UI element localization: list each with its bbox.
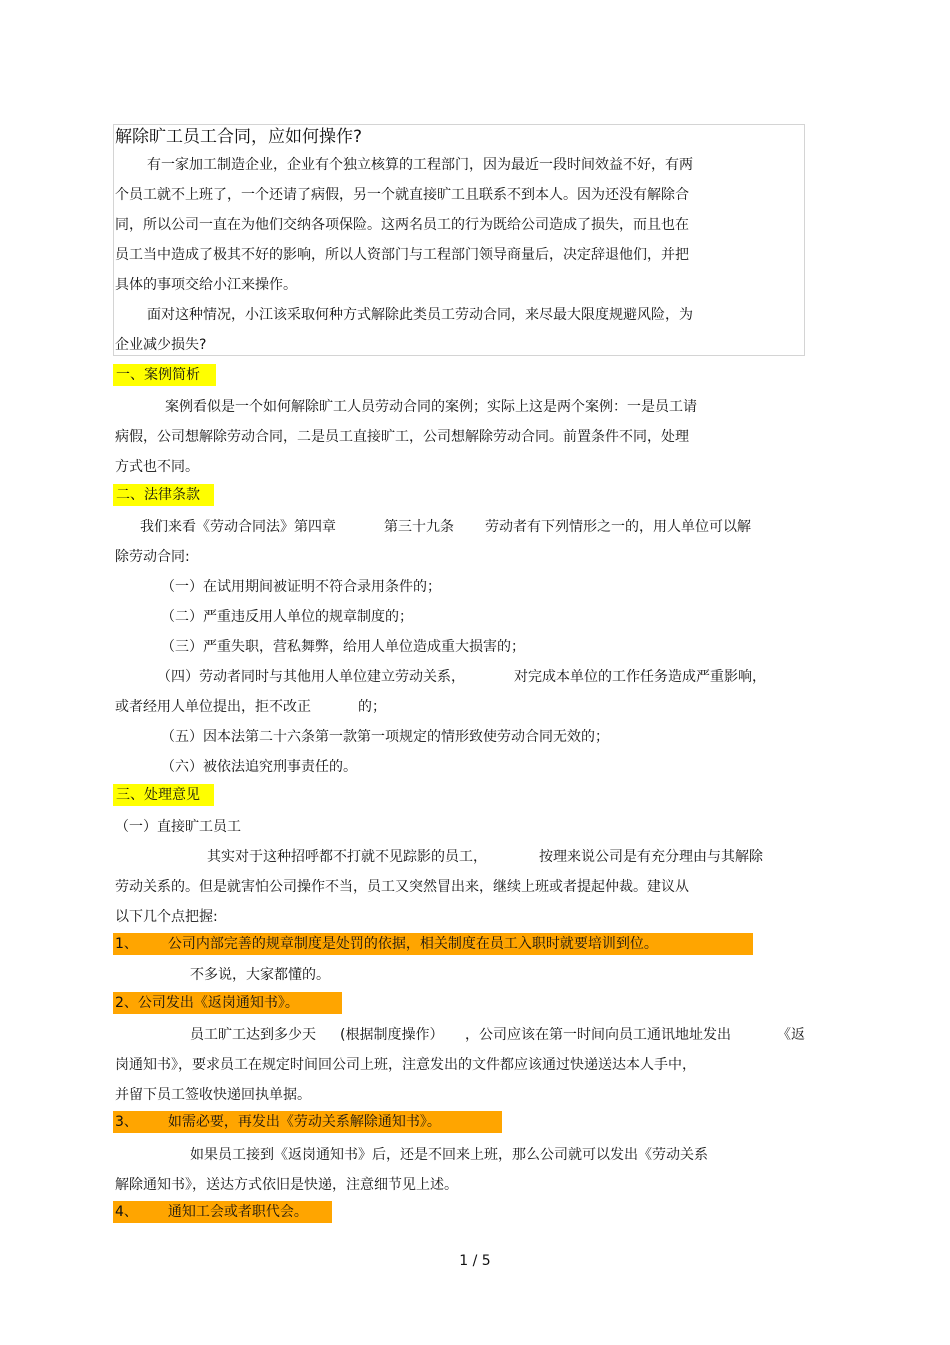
list-item: （三）严重失职，营私舞弊，给用人单位造成重大损害的； — [161, 639, 525, 655]
paragraph-line: 员工旷工达到多少天 — [190, 1027, 316, 1043]
highlight-point-2: 2、公司发出《返岗通知书》。 — [113, 992, 342, 1014]
paragraph-line: 案例看似是一个如何解除旷工人员劳动合同的案例；实际上这是两个案例：一是员工请 — [165, 399, 697, 415]
paragraph-line: ，公司应该在第一时间向员工通讯地址发出 — [465, 1027, 731, 1043]
paragraph-line: 如果员工接到《返岗通知书》后，还是不回来上班，那么公司就可以发出《劳动关系 — [190, 1147, 708, 1163]
highlight-point-3 — [113, 1111, 502, 1133]
list-item: （四）劳动者同时与其他用人单位建立劳动关系， — [157, 669, 465, 685]
section-heading: 二、法律条款 — [113, 484, 214, 506]
intro-line: 面对这种情况，小江该采取何种方式解除此类员工劳动合同，来尽最大限度规避风险，为 — [147, 307, 693, 323]
page-title: 解除旷工员工合同，应如何操作? — [115, 127, 363, 147]
point-text: 如需必要，再发出《劳动关系解除通知书》。 — [167, 1114, 441, 1130]
list-item: （六）被依法追究刑事责任的。 — [161, 759, 357, 775]
paragraph-line: 岗通知书》，要求员工在规定时间回公司上班，注意发出的文件都应该通过快递送达本人手中， — [115, 1057, 696, 1073]
section-heading: 三、处理意见 — [113, 784, 214, 806]
paragraph-line: 其实对于这种招呼都不打就不见踪影的员工， — [207, 849, 487, 865]
intro-line: 个员工就不上班了，一个还请了病假，另一个就直接旷工且联系不到本人。因为还没有解除合 — [115, 187, 689, 203]
point-text: 通知工会或者职代会。 — [167, 1204, 308, 1220]
paragraph-line: 并留下员工签收快递回执单据。 — [115, 1087, 311, 1103]
paragraph-line: 以下几个点把握: — [115, 909, 218, 925]
paragraph-line: 病假，公司想解除劳动合同，二是员工直接旷工，公司想解除劳动合同。前置条件不同，处理 — [115, 429, 689, 445]
list-item: 或者经用人单位提出，拒不改正 — [115, 699, 311, 715]
paragraph-line: 解除通知书》，送达方式依旧是快递，注意细节见上述。 — [115, 1177, 458, 1193]
list-item: （一）在试用期间被证明不符合录用条件的； — [161, 579, 441, 595]
paragraph-line: 按理来说公司是有充分理由与其解除 — [539, 849, 763, 865]
paragraph-line: 劳动关系的。但是就害怕公司操作不当，员工又突然冒出来，继续上班或者提起仲裁。建议从 — [115, 879, 689, 895]
paragraph-line: 方式也不同。 — [115, 459, 199, 475]
paragraph-line: 不多说，大家都懂的。 — [190, 967, 330, 983]
intro-line: 有一家加工制造企业，企业有个独立核算的工程部门，因为最近一段时间效益不好，有两 — [147, 157, 693, 173]
intro-line: 同，所以公司一直在为他们交纳各项保险。这两名员工的行为既给公司造成了损失，而且也在 — [115, 217, 689, 233]
section-heading: 一、案例简析 — [113, 364, 216, 386]
list-item: 对完成本单位的工作任务造成严重影响， — [514, 669, 766, 685]
paragraph-line: 第三十九条 — [384, 519, 454, 535]
paragraph-line: 我们来看《劳动合同法》第四章 — [140, 519, 336, 535]
page-number: 1 / 5 — [459, 1253, 491, 1269]
point-text: 公司内部完善的规章制度是处罚的依据，相关制度在员工入职时就要培训到位。 — [167, 936, 658, 952]
intro-line: 企业减少损失? — [115, 337, 207, 353]
paragraph-line: (根据制度操作） — [340, 1027, 444, 1043]
paragraph-line: 除劳动合同: — [115, 549, 190, 565]
subheading: （一）直接旷工员工 — [115, 819, 241, 835]
list-item: （二）严重违反用人单位的规章制度的； — [161, 609, 413, 625]
point-number: 3、 — [115, 1114, 138, 1130]
point-number: 4、 — [115, 1204, 138, 1220]
highlight-point-4 — [113, 1201, 332, 1223]
paragraph-line: 劳动者有下列情形之一的，用人单位可以解 — [485, 519, 751, 535]
list-item: （五）因本法第二十六条第一款第一项规定的情形致使劳动合同无效的； — [161, 729, 609, 745]
highlight-point-1 — [113, 933, 753, 955]
list-item: 的； — [358, 699, 386, 715]
intro-line: 员工当中造成了极其不好的影响，所以人资部门与工程部门领导商量后，决定辞退他们，并把 — [115, 247, 689, 263]
paragraph-line: 《返 — [777, 1027, 805, 1043]
intro-line: 具体的事项交给小江来操作。 — [115, 277, 297, 293]
point-number: 1、 — [115, 936, 138, 952]
